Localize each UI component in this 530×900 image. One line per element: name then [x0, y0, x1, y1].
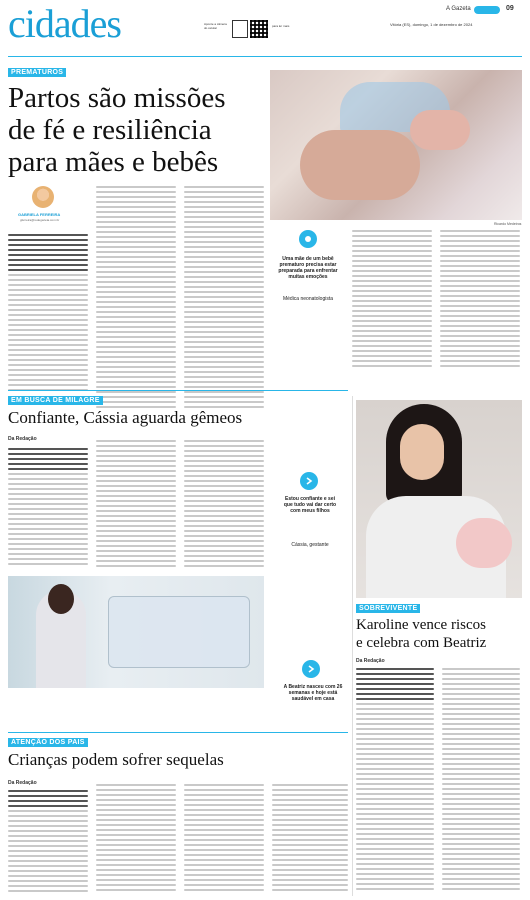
main-column-2	[96, 186, 176, 411]
story2-column-3	[184, 440, 264, 570]
main-photo	[270, 70, 522, 220]
qr-code-icon	[232, 20, 248, 38]
brand-name: A Gazeta	[446, 6, 471, 12]
main-story	[8, 62, 522, 382]
qr-text: para ler mais	[272, 24, 290, 28]
story2-quote-author: Cássia, gestante	[291, 542, 329, 548]
story2-column-1	[8, 448, 88, 568]
headline-line: Karoline vence riscos	[356, 617, 486, 633]
quote-icon	[300, 472, 318, 490]
story4-byline: Da Redação	[8, 780, 37, 786]
story2-column-2	[96, 440, 176, 570]
story2-byline: Da Redação	[8, 436, 37, 442]
story-cassia	[8, 396, 348, 726]
page-number: 09	[506, 5, 514, 12]
story4-column-4	[272, 784, 348, 894]
story3-kicker: SOBREVIVENTE	[356, 604, 420, 613]
woman-head	[48, 584, 74, 614]
story4-column-2	[96, 784, 176, 894]
karoline-photo	[356, 400, 522, 598]
main-column-4	[352, 230, 432, 370]
main-headline	[8, 82, 270, 178]
story-sequelas	[8, 736, 348, 900]
story2-quote: Estou confiante e sei que tudo vai dar certo com meus filhos	[283, 496, 337, 514]
headline-line: de fé e resiliência	[8, 114, 212, 146]
story4-headline: Crianças podem sofrer sequelas	[8, 750, 224, 769]
baby-figure	[456, 518, 512, 568]
main-quote: Uma mãe de um bebê prematuro precisa estar preparada para enfrentar muitas emoções	[278, 256, 338, 280]
story2-headline: Confiante, Cássia aguarda gêmeos	[8, 408, 243, 427]
main-column-1	[8, 234, 88, 394]
hand	[300, 130, 420, 200]
main-kicker: PREMATUROS	[8, 68, 66, 77]
main-column-3	[184, 186, 264, 411]
quote-icon	[299, 230, 317, 248]
baby-figure	[410, 110, 470, 150]
story3-byline: Da Redação	[356, 658, 385, 664]
incubator	[108, 596, 250, 668]
story3-headline	[356, 616, 486, 652]
story4-kicker: ATENÇÃO DOS PAIS	[8, 738, 88, 747]
cassia-photo	[8, 576, 264, 688]
qr-caption: Aponte a câmera do celular	[204, 22, 227, 30]
qr-code-icon	[250, 20, 268, 38]
woman-face	[400, 424, 444, 480]
brand-logo-icon	[474, 6, 500, 14]
headline-line: e celebra com Beatriz	[356, 635, 487, 651]
headline-line: Partos são missões	[8, 82, 226, 114]
story-karoline	[356, 600, 522, 900]
quote-icon	[302, 660, 320, 678]
author-avatar	[32, 186, 54, 208]
main-column-5	[440, 230, 520, 370]
author-role: gferreira@redegazeta.com.br	[20, 218, 60, 222]
main-quote-author: Médica neonatologista	[282, 296, 334, 302]
photo-credit: Ricardo Medeiros	[494, 222, 522, 226]
story3-column-1	[356, 668, 434, 893]
story4-column-1	[8, 790, 88, 895]
section-title: cidades	[8, 1, 121, 46]
story3-column-2	[442, 668, 520, 893]
author-name: GABRIELA FERREIRA	[18, 212, 61, 217]
header	[0, 0, 530, 58]
headline-line: para mães e bebês	[8, 146, 219, 178]
story3-quote: A Beatriz nasceu com 26 semanas e hoje está saudável em casa	[283, 684, 343, 702]
story4-column-3	[184, 784, 264, 894]
story2-kicker: EM BUSCA DE MILAGRE	[8, 396, 103, 405]
header-date: Vitória (ES), domingo, 1 de dezembro de 2024	[390, 22, 473, 27]
